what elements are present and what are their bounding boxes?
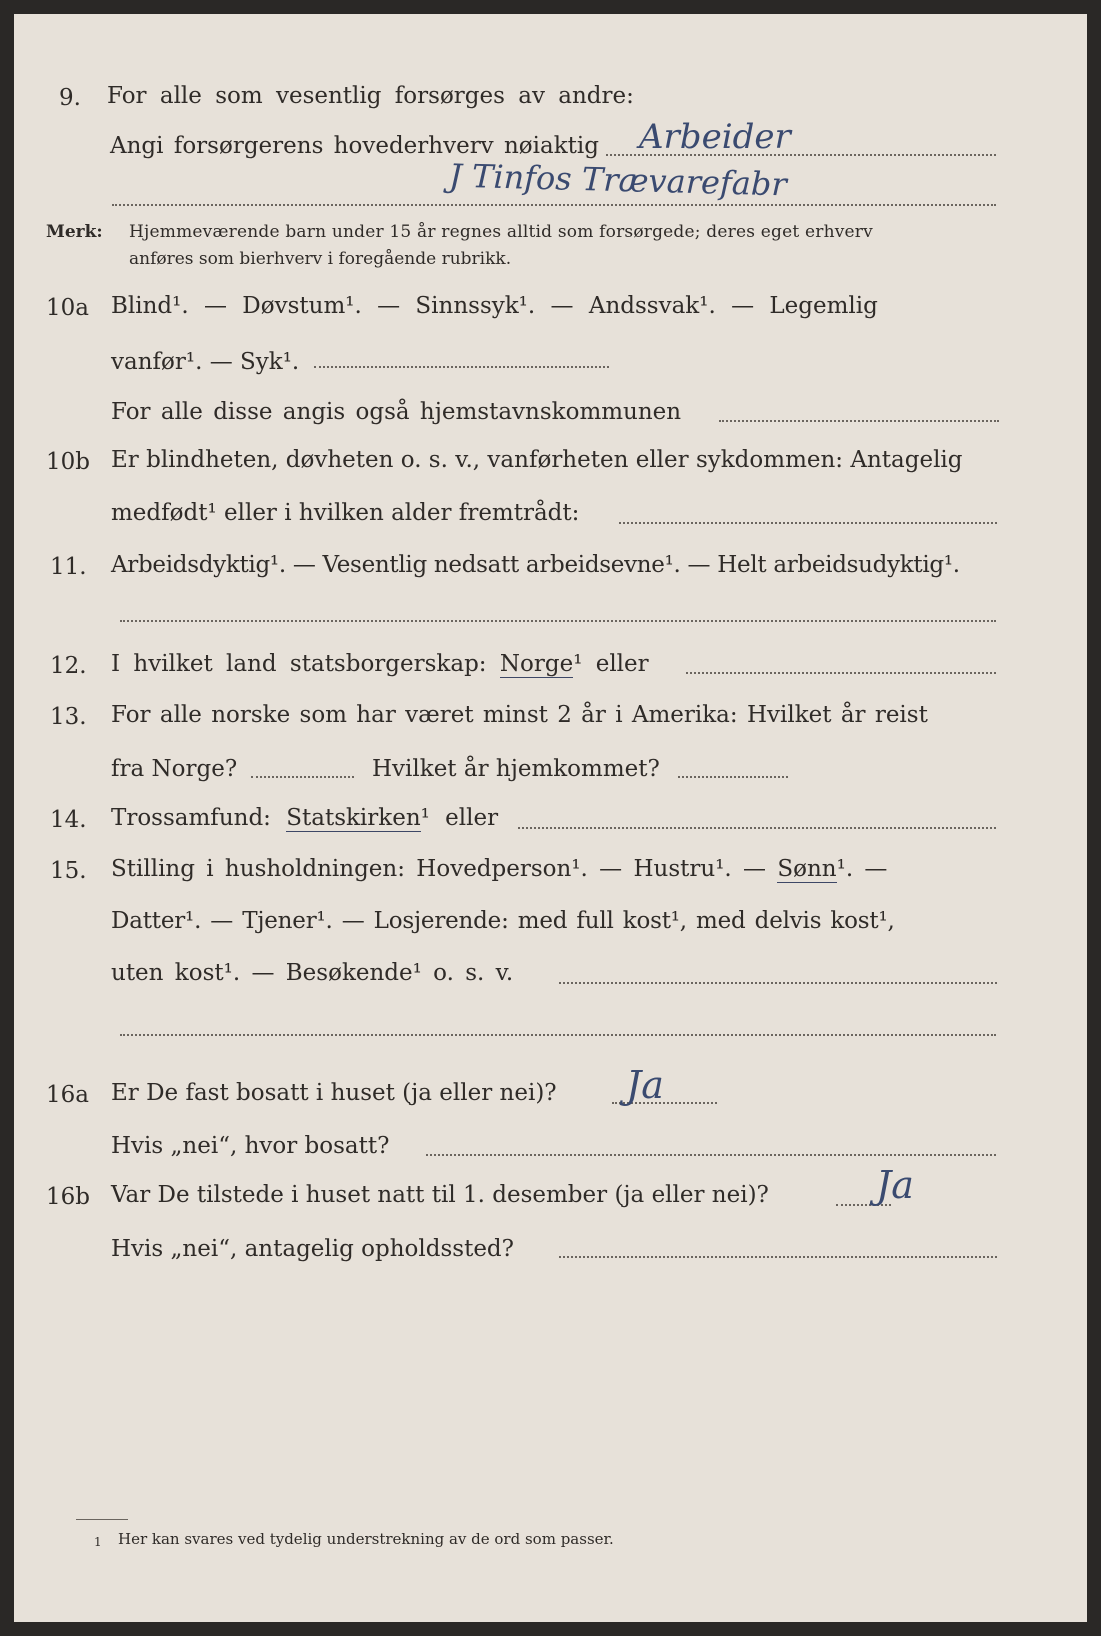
- q12-prefix: I hvilket land statsborgerskap:: [111, 651, 487, 677]
- q15-number: 15.: [50, 858, 87, 884]
- q9-handwritten-answer2: J Tinfos Trævarefabr: [448, 156, 788, 204]
- q12-answer-line: [686, 672, 996, 674]
- q13-number: 13.: [50, 704, 87, 730]
- q16a-line2: Hvis „nei“, hvor bosatt?: [111, 1133, 390, 1159]
- q10b-line1: Er blindheten, døvheten o. s. v., vanførheten eller sykdommen: Antagelig: [111, 447, 963, 473]
- q15-line1-suffix: ¹. —: [836, 856, 888, 882]
- q16b-handwritten-answer: Ja: [876, 1163, 914, 1207]
- q11-line1: Arbeidsdyktig¹. — Vesentlig nedsatt arbeidsevne¹. — Helt arbeidsudyktig¹.: [111, 552, 960, 578]
- q16a-number: 16a: [46, 1082, 89, 1108]
- q15-line3: uten kost¹. — Besøkende¹ o. s. v.: [111, 960, 514, 986]
- q13-line2b: Hvilket år hjemkommet?: [372, 756, 660, 782]
- q10a-kommune-line: [719, 420, 999, 422]
- q9-handwritten-answer1: Arbeider: [639, 117, 791, 157]
- q10a-line1: Blind¹. — Døvstum¹. — Sinnssyk¹. — Andssvak¹. — Legemlig: [111, 293, 878, 319]
- q9-line1: For alle som vesentlig forsørges av andre:: [107, 83, 634, 109]
- merk-label: Merk:: [46, 222, 103, 242]
- q10b-line2: medfødt¹ eller i hvilken alder fremtrådt:: [111, 500, 580, 526]
- q12-number: 12.: [50, 653, 87, 679]
- q13-line1: For alle norske som har været minst 2 år i Amerika: Hvilket år reist: [111, 702, 928, 728]
- q16b-number: 16b: [46, 1184, 90, 1210]
- q14-number: 14.: [50, 807, 87, 833]
- q16a-bosatt-line: [426, 1154, 996, 1156]
- footnote-rule: [76, 1519, 128, 1520]
- q15-line2: Datter¹. — Tjener¹. — Losjerende: med full kost¹, med delvis kost¹,: [111, 908, 895, 934]
- q14-suffix: ¹ eller: [420, 805, 499, 831]
- q10a-answer-line: [314, 366, 609, 368]
- q11-answer-line: [120, 620, 996, 622]
- q14-line: [111, 807, 498, 830]
- q14-prefix: Trossamfund:: [111, 805, 271, 831]
- merk-line2: anføres som bierhverv i foregående rubrikk.: [129, 249, 512, 269]
- q16a-handwritten-answer: Ja: [626, 1063, 664, 1107]
- q15-answer-line2: [120, 1034, 996, 1036]
- q9-line2: Angi forsørgerens hovederhverv nøiaktig: [110, 133, 599, 159]
- q9-answer-line2: [112, 204, 996, 206]
- q13-reist-line: [251, 776, 354, 778]
- q13-line2a: fra Norge?: [111, 756, 238, 782]
- q15-underlined-answer: Sønn: [777, 856, 837, 882]
- q16b-line2: Hvis „nei“, antagelig opholdssted?: [111, 1236, 514, 1262]
- q16b-line1: Var De tilstede i huset natt til 1. desember (ja eller nei)?: [111, 1182, 769, 1208]
- q12-underlined-answer: Norge: [499, 651, 574, 677]
- footnote-marker: 1: [94, 1535, 102, 1549]
- q10a-line2: vanfør¹. — Syk¹.: [111, 349, 300, 375]
- q10a-line3: For alle disse angis også hjemstavnskommunen: [111, 399, 682, 425]
- q14-answer-line: [518, 827, 996, 829]
- q9-number: 9.: [59, 85, 81, 111]
- q15-line1: [111, 858, 887, 881]
- q10b-answer-line: [619, 522, 997, 524]
- q16b-opholdssted-line: [559, 1256, 997, 1258]
- q14-underlined-answer: Statskirken: [286, 805, 421, 831]
- q10a-number: 10a: [46, 295, 89, 321]
- footnote-text: Her kan svares ved tydelig understrekning av de ord som passer.: [118, 1530, 614, 1548]
- q15-line1-prefix: Stilling i husholdningen: Hovedperson¹. — Hustru¹. —: [111, 856, 767, 882]
- q15-answer-line1: [559, 982, 997, 984]
- q13-hjemkommet-line: [678, 776, 788, 778]
- q10b-number: 10b: [46, 449, 90, 475]
- q12-suffix: ¹ eller: [573, 651, 649, 677]
- q16a-line1: Er De fast bosatt i huset (ja eller nei)?: [111, 1080, 557, 1106]
- census-form-page: [14, 14, 1087, 1622]
- q11-number: 11.: [50, 554, 87, 580]
- merk-line1: Hjemmeværende barn under 15 år regnes alltid som forsørgede; deres eget erhverv: [129, 222, 873, 242]
- q12-line: [111, 653, 649, 676]
